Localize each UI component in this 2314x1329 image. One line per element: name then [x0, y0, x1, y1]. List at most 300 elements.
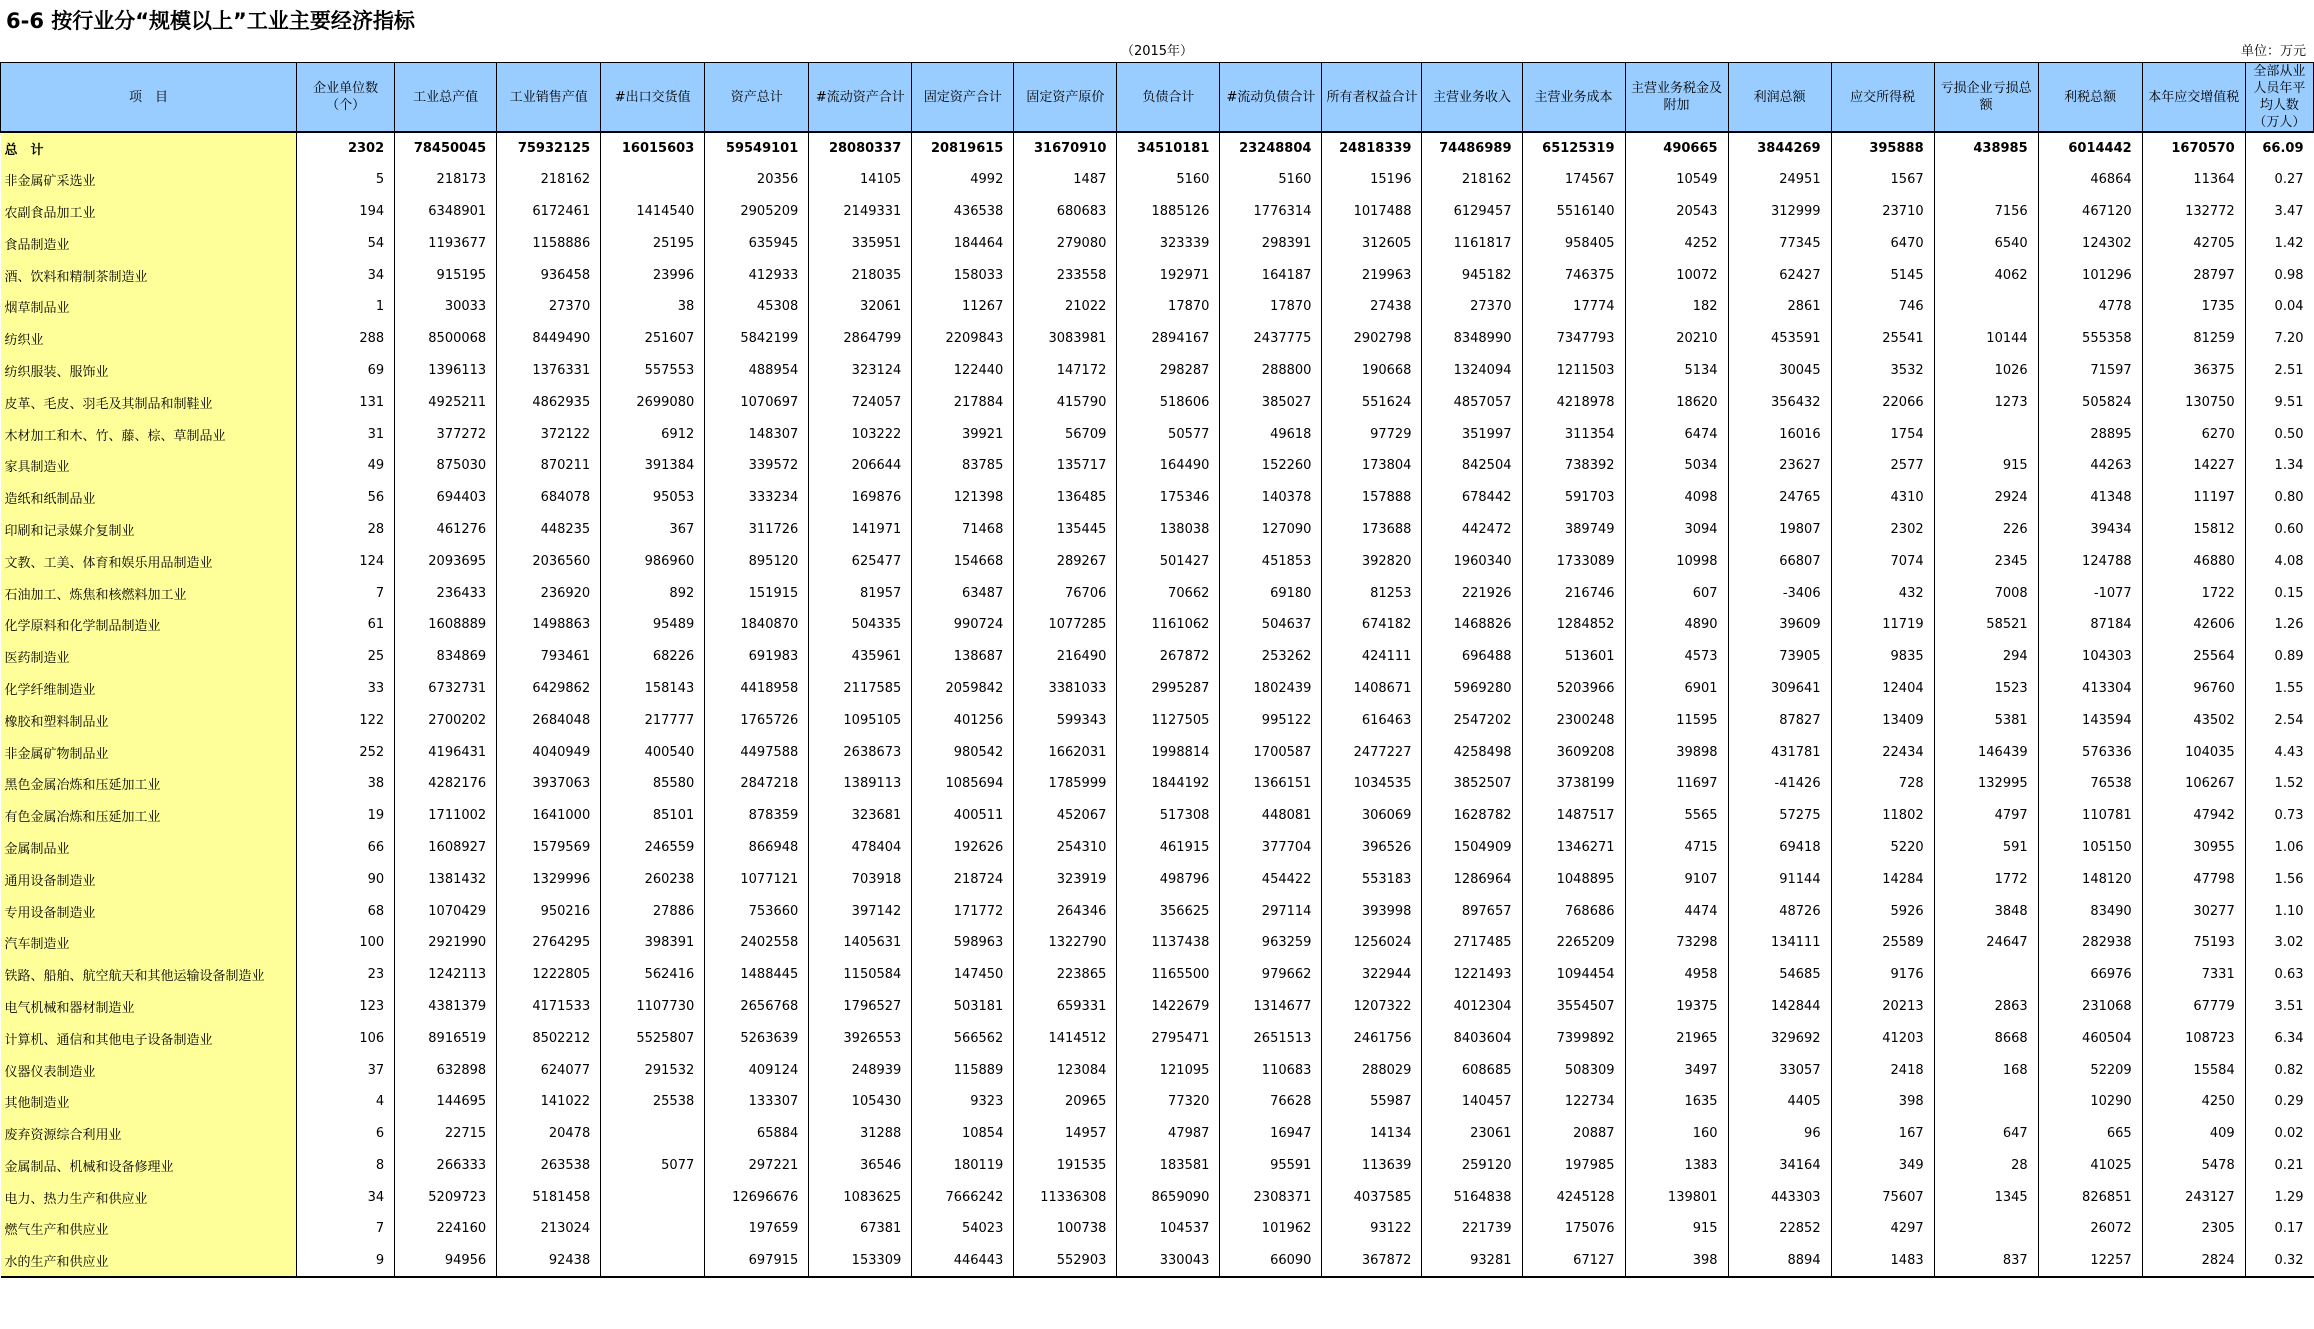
value-cell: 100738	[1014, 1213, 1117, 1245]
table-row	[1, 355, 2314, 387]
value-cell: 2902798	[1322, 323, 1422, 355]
header-current-assets: #流动资产合计	[809, 63, 912, 133]
value-cell: 397142	[809, 895, 912, 927]
value-cell: 216746	[1522, 577, 1625, 609]
value-cell: 175346	[1117, 482, 1220, 514]
value-cell: 4.08	[2274, 553, 2304, 569]
value-cell: 132995	[1934, 768, 2038, 800]
value-cell: 703918	[809, 863, 912, 895]
value-cell: 36546	[809, 1150, 912, 1182]
value-cell: 5	[297, 164, 395, 196]
value-cell: 55987	[1322, 1086, 1422, 1118]
value-cell: 78450045	[395, 132, 497, 164]
value-cell	[601, 1118, 705, 1150]
value-cell: -3406	[1728, 577, 1831, 609]
value-cell: 12696676	[705, 1181, 809, 1213]
value-cell: 39921	[912, 418, 1014, 450]
value-cell: 7	[297, 1213, 395, 1245]
value-cell: 6.34	[2274, 1030, 2304, 1046]
value-cell: 1.10	[2274, 903, 2304, 919]
value-cell: 3532	[1831, 355, 1934, 387]
value-cell: 23248804	[1220, 132, 1322, 164]
value-cell: 34	[297, 1181, 395, 1213]
value-cell: 5164838	[1422, 1181, 1522, 1213]
value-cell: 266333	[395, 1150, 497, 1182]
value-cell: 134111	[1728, 927, 1831, 959]
value-cell: 2764295	[497, 927, 601, 959]
value-cell: 54023	[912, 1213, 1014, 1245]
value-cell: 206644	[809, 450, 912, 482]
value-cell: 1960340	[1422, 545, 1522, 577]
value-cell: 2847218	[705, 768, 809, 800]
industry-name-cell: 通用设备制造业	[1, 863, 297, 895]
value-cell: 19375	[1625, 991, 1728, 1023]
value-cell: 1408671	[1322, 673, 1422, 705]
value-cell: 3.02	[2274, 935, 2304, 951]
value-cell: 396526	[1322, 832, 1422, 864]
value-cell: 1389113	[809, 768, 912, 800]
industry-name-cell: 酒、饮料和精制茶制造业	[1, 259, 297, 291]
value-cell: 990724	[912, 609, 1014, 641]
value-cell: 77345	[1728, 227, 1831, 259]
table-row	[1, 673, 2314, 705]
value-cell: 4474	[1625, 895, 1728, 927]
value-cell: 152260	[1220, 450, 1322, 482]
value-cell: 6470	[1831, 227, 1934, 259]
value-cell: 246559	[601, 832, 705, 864]
value-cell: 979662	[1220, 959, 1322, 991]
value-cell: 2302	[1831, 514, 1934, 546]
value-cell: 746	[1831, 291, 1934, 323]
value-cell: 66090	[1220, 1245, 1322, 1277]
value-cell: 401256	[912, 704, 1014, 736]
value-cell: 2699080	[601, 386, 705, 418]
value-cell: 453591	[1728, 323, 1831, 355]
value-cell: 4405	[1728, 1086, 1831, 1118]
value-cell: 197659	[705, 1213, 809, 1245]
table-row	[1, 514, 2314, 546]
table-row	[1, 1086, 2314, 1118]
value-cell: 4925211	[395, 386, 497, 418]
value-cell: 24951	[1728, 164, 1831, 196]
value-cell: 2059842	[912, 673, 1014, 705]
value-cell: 1346271	[1522, 832, 1625, 864]
table-row	[1, 418, 2314, 450]
value-cell: 4958	[1625, 959, 1728, 991]
value-cell: 3.51	[2274, 998, 2304, 1014]
value-cell: 665	[2038, 1118, 2142, 1150]
value-cell: 52209	[2038, 1054, 2142, 1086]
value-cell: 69418	[1728, 832, 1831, 864]
value-cell: 4310	[1831, 482, 1934, 514]
value-cell: 576336	[2038, 736, 2142, 768]
value-cell: 23627	[1728, 450, 1831, 482]
value-cell: 1422679	[1117, 991, 1220, 1023]
value-cell: 0.63	[2274, 967, 2304, 983]
value-cell: 15812	[2142, 514, 2245, 546]
value-cell: 2861	[1728, 291, 1831, 323]
value-cell: 3848	[1934, 895, 2038, 927]
value-cell: 4252	[1625, 227, 1728, 259]
value-cell: 93281	[1422, 1245, 1522, 1277]
value-cell: 110781	[2038, 800, 2142, 832]
value-cell: 30955	[2142, 832, 2245, 864]
value-cell: 135445	[1014, 514, 1117, 546]
value-cell: 461915	[1117, 832, 1220, 864]
value-cell: 31288	[809, 1118, 912, 1150]
value-cell: 218162	[497, 164, 601, 196]
value-cell: 505824	[2038, 386, 2142, 418]
value-cell: 915	[1625, 1213, 1728, 1245]
value-cell: 45308	[705, 291, 809, 323]
table-row	[1, 164, 2314, 196]
value-cell: 0.60	[2274, 521, 2304, 537]
value-cell: 15196	[1322, 164, 1422, 196]
value-cell: 68	[297, 895, 395, 927]
value-cell: 6540	[1934, 227, 2038, 259]
value-cell: 56709	[1014, 418, 1117, 450]
industry-name-cell: 水的生产和供应业	[1, 1245, 297, 1277]
value-cell: 2700202	[395, 704, 497, 736]
value-cell: 501427	[1117, 545, 1220, 577]
value-cell: 897657	[1422, 895, 1522, 927]
value-cell: 22066	[1831, 386, 1934, 418]
value-cell: 3497	[1625, 1054, 1728, 1086]
value-cell: 432	[1831, 577, 1934, 609]
value-cell: 66	[297, 832, 395, 864]
value-cell: 367872	[1322, 1245, 1422, 1277]
value-cell: 329692	[1728, 1022, 1831, 1054]
value-cell: 20478	[497, 1118, 601, 1150]
value-cell: 1314677	[1220, 991, 1322, 1023]
value-cell: 25541	[1831, 323, 1934, 355]
value-cell: 25	[297, 641, 395, 673]
value-cell: 2547202	[1422, 704, 1522, 736]
value-cell: 24765	[1728, 482, 1831, 514]
value-cell: 680683	[1014, 196, 1117, 228]
value-cell: 71597	[2038, 355, 2142, 387]
value-cell: 9176	[1831, 959, 1934, 991]
value-cell: 54685	[1728, 959, 1831, 991]
industry-name-cell: 皮革、毛皮、羽毛及其制品和制鞋业	[1, 386, 297, 418]
indicator-table	[0, 62, 2314, 1278]
value-cell: 2894167	[1117, 323, 1220, 355]
value-cell: 219963	[1322, 259, 1422, 291]
value-cell: 448081	[1220, 800, 1322, 832]
unit-caption: 单位：万元	[2240, 44, 2306, 59]
value-cell: 16947	[1220, 1118, 1322, 1150]
value-cell: 298391	[1220, 227, 1322, 259]
value-cell: 47987	[1117, 1118, 1220, 1150]
value-cell: 83490	[2038, 895, 2142, 927]
value-cell: 2824	[2142, 1245, 2245, 1277]
value-cell: 4797	[1934, 800, 2038, 832]
value-cell: 2300248	[1522, 704, 1625, 736]
industry-name-cell: 木材加工和木、竹、藤、棕、草制品业	[1, 418, 297, 450]
value-cell: 1.52	[2274, 776, 2304, 792]
value-cell: 3937063	[497, 768, 601, 800]
value-cell: 141971	[809, 514, 912, 546]
value-cell: 837	[1934, 1245, 2038, 1277]
value-cell: 140378	[1220, 482, 1322, 514]
value-cell: 42705	[2142, 227, 2245, 259]
value-cell: 2402558	[705, 927, 809, 959]
value-cell: 33	[297, 673, 395, 705]
value-cell: 2036560	[497, 545, 601, 577]
industry-name-cell: 化学纤维制造业	[1, 673, 297, 705]
value-cell: 68226	[601, 641, 705, 673]
value-cell: 518606	[1117, 386, 1220, 418]
value-cell: 435961	[809, 641, 912, 673]
table-body	[1, 132, 2314, 1277]
value-cell: 562416	[601, 959, 705, 991]
value-cell: 1722	[2142, 577, 2245, 609]
value-cell: 224160	[395, 1213, 497, 1245]
value-cell: 1802439	[1220, 673, 1322, 705]
value-cell	[1934, 1086, 2038, 1118]
value-cell: 75607	[1831, 1181, 1934, 1213]
value-cell: 95489	[601, 609, 705, 641]
value-cell: 8894	[1728, 1245, 1831, 1277]
value-cell: 173804	[1322, 450, 1422, 482]
value-cell: 192626	[912, 832, 1014, 864]
value-cell: 16015603	[601, 132, 705, 164]
value-cell: 217777	[601, 704, 705, 736]
value-cell: 1754	[1831, 418, 1934, 450]
value-cell: 875030	[395, 450, 497, 482]
value-cell: 0.73	[2274, 808, 2304, 824]
value-cell: 0.29	[2274, 1094, 2304, 1110]
value-cell	[1934, 418, 2038, 450]
value-cell: 157888	[1322, 482, 1422, 514]
value-cell: 1772	[1934, 863, 2038, 895]
value-cell: 123	[297, 991, 395, 1023]
table-row	[1, 800, 2314, 832]
value-cell: 77320	[1117, 1086, 1220, 1118]
value-cell: 136485	[1014, 482, 1117, 514]
value-cell: 12257	[2038, 1245, 2142, 1277]
value-cell: 236433	[395, 577, 497, 609]
value-cell: 67381	[809, 1213, 912, 1245]
value-cell: 41203	[1831, 1022, 1934, 1054]
value-cell: 279080	[1014, 227, 1117, 259]
value-cell: 3.47	[2274, 203, 2304, 219]
value-cell: 5160	[1117, 164, 1220, 196]
value-cell: 995122	[1220, 704, 1322, 736]
value-cell: 8916519	[395, 1022, 497, 1054]
value-cell: 41348	[2038, 482, 2142, 514]
value-cell: 252	[297, 736, 395, 768]
value-cell: 412933	[705, 259, 809, 291]
value-cell: 349	[1831, 1150, 1934, 1182]
value-cell: 11364	[2142, 164, 2245, 196]
value-cell: 5969280	[1422, 673, 1522, 705]
value-cell: 27438	[1322, 291, 1422, 323]
value-cell: 0.82	[2274, 1062, 2304, 1078]
value-cell: 834869	[395, 641, 497, 673]
value-cell: 20210	[1625, 323, 1728, 355]
industry-name-cell: 燃气生产和供应业	[1, 1213, 297, 1245]
industry-name-cell: 废弃资源综合利用业	[1, 1118, 297, 1150]
value-cell: 4037585	[1322, 1181, 1422, 1213]
value-cell: 393998	[1322, 895, 1422, 927]
value-cell: 312605	[1322, 227, 1422, 259]
value-cell: 46880	[2142, 545, 2245, 577]
value-cell: 69	[297, 355, 395, 387]
value-cell: 67127	[1522, 1245, 1625, 1277]
value-cell: 16016	[1728, 418, 1831, 450]
value-cell	[1934, 959, 2038, 991]
value-cell: 34	[297, 259, 395, 291]
value-cell: 1608927	[395, 832, 497, 864]
value-cell: 289267	[1014, 545, 1117, 577]
value-cell: 24647	[1934, 927, 2038, 959]
value-cell: 124302	[2038, 227, 2142, 259]
value-cell: 69180	[1220, 577, 1322, 609]
value-cell: 460504	[2038, 1022, 2142, 1054]
value-cell: 1207322	[1322, 991, 1422, 1023]
value-cell: 415790	[1014, 386, 1117, 418]
value-cell: 7008	[1934, 577, 2038, 609]
value-cell: 1414540	[601, 196, 705, 228]
value-cell: 23710	[1831, 196, 1934, 228]
value-cell: 517308	[1117, 800, 1220, 832]
value-cell: 260238	[601, 863, 705, 895]
table-row	[1, 291, 2314, 323]
value-cell: 513601	[1522, 641, 1625, 673]
value-cell: 3844269	[1728, 132, 1831, 164]
value-cell: 1077121	[705, 863, 809, 895]
value-cell: 1329996	[497, 863, 601, 895]
value-cell: 451853	[1220, 545, 1322, 577]
year-caption: （2015年）	[1120, 44, 1194, 59]
value-cell: 27886	[601, 895, 705, 927]
value-cell: 218724	[912, 863, 1014, 895]
value-cell: 5145	[1831, 259, 1934, 291]
value-cell: 17870	[1117, 291, 1220, 323]
value-cell: 1070697	[705, 386, 809, 418]
value-cell: 431781	[1728, 736, 1831, 768]
value-cell: 392820	[1322, 545, 1422, 577]
industry-name-cell: 其他制造业	[1, 1086, 297, 1118]
value-cell: 2.54	[2274, 712, 2304, 728]
value-cell: 54	[297, 227, 395, 259]
value-cell: 62427	[1728, 259, 1831, 291]
value-cell: 490665	[1625, 132, 1728, 164]
value-cell: 551624	[1322, 386, 1422, 418]
value-cell: 106	[297, 1022, 395, 1054]
table-row	[1, 895, 2314, 927]
value-cell: 1776314	[1220, 196, 1322, 228]
value-cell: 11267	[912, 291, 1014, 323]
value-cell: 65125319	[1522, 132, 1625, 164]
value-cell: 158143	[601, 673, 705, 705]
value-cell: 133307	[705, 1086, 809, 1118]
value-cell: 566562	[912, 1022, 1014, 1054]
value-cell: 44263	[2038, 450, 2142, 482]
industry-name-cell: 农副食品加工业	[1, 196, 297, 228]
value-cell: 1383	[1625, 1150, 1728, 1182]
value-cell: 11336308	[1014, 1181, 1117, 1213]
value-cell	[601, 164, 705, 196]
industry-name-cell: 烟草制品业	[1, 291, 297, 323]
value-cell: 221739	[1422, 1213, 1522, 1245]
value-cell: 65884	[705, 1118, 809, 1150]
value-cell: 87827	[1728, 704, 1831, 736]
value-cell: 4282176	[395, 768, 497, 800]
value-cell: 1083625	[809, 1181, 912, 1213]
value-cell: 13409	[1831, 704, 1934, 736]
value-cell: 895120	[705, 545, 809, 577]
industry-name-cell: 金属制品、机械和设备修理业	[1, 1150, 297, 1182]
value-cell: 323919	[1014, 863, 1117, 895]
table-row	[1, 1245, 2314, 1277]
value-cell: 28080337	[809, 132, 912, 164]
value-cell: 1211503	[1522, 355, 1625, 387]
industry-name-cell: 医药制造业	[1, 641, 297, 673]
value-cell: 251607	[601, 323, 705, 355]
value-cell: 591703	[1522, 482, 1625, 514]
value-cell: 11719	[1831, 609, 1934, 641]
value-cell: 616463	[1322, 704, 1422, 736]
value-cell: 49	[297, 450, 395, 482]
value-cell: 436538	[912, 196, 1014, 228]
value-cell: 1844192	[1117, 768, 1220, 800]
value-cell: 148120	[2038, 863, 2142, 895]
value-cell: 2461756	[1322, 1022, 1422, 1054]
value-cell: 1273	[1934, 386, 2038, 418]
header-tax-surcharge: 主营业务税金及附加	[1625, 63, 1728, 133]
industry-name-cell: 纺织业	[1, 323, 297, 355]
value-cell: 108723	[2142, 1022, 2245, 1054]
header-current-liab: #流动负债合计	[1220, 63, 1322, 133]
header-fixed-original: 固定资产原价	[1014, 63, 1117, 133]
value-cell: 171772	[912, 895, 1014, 927]
value-cell: 1487	[1014, 164, 1117, 196]
value-cell: 1221493	[1422, 959, 1522, 991]
value-cell: 122734	[1522, 1086, 1625, 1118]
value-cell: 5381	[1934, 704, 2038, 736]
value-cell: 5181458	[497, 1181, 601, 1213]
value-cell: 958405	[1522, 227, 1625, 259]
value-cell: 28	[297, 514, 395, 546]
value-cell: 461276	[395, 514, 497, 546]
value-cell: 356432	[1728, 386, 1831, 418]
value-cell: 1048895	[1522, 863, 1625, 895]
value-cell: 130750	[2142, 386, 2245, 418]
value-cell: 1641000	[497, 800, 601, 832]
value-cell: 1628782	[1422, 800, 1522, 832]
value-cell: 168	[1934, 1054, 2038, 1086]
value-cell: 298287	[1117, 355, 1220, 387]
value-cell: 498796	[1117, 863, 1220, 895]
value-cell: 504335	[809, 609, 912, 641]
value-cell: 2638673	[809, 736, 912, 768]
header-enterprises: 企业单位数（个）	[297, 63, 395, 133]
value-cell: 0.98	[2274, 267, 2304, 283]
value-cell: 15584	[2142, 1054, 2245, 1086]
value-cell: 0.32	[2245, 1245, 2313, 1277]
value-cell: 409124	[705, 1054, 809, 1086]
value-cell: 20819615	[912, 132, 1014, 164]
value-cell: 31	[297, 418, 395, 450]
value-cell: 8348990	[1422, 323, 1522, 355]
value-cell: 34510181	[1117, 132, 1220, 164]
value-cell: 696488	[1422, 641, 1522, 673]
header-loss-firms: 亏损企业亏损总额	[1934, 63, 2038, 133]
table-row	[1, 482, 2314, 514]
value-cell: 728	[1831, 768, 1934, 800]
